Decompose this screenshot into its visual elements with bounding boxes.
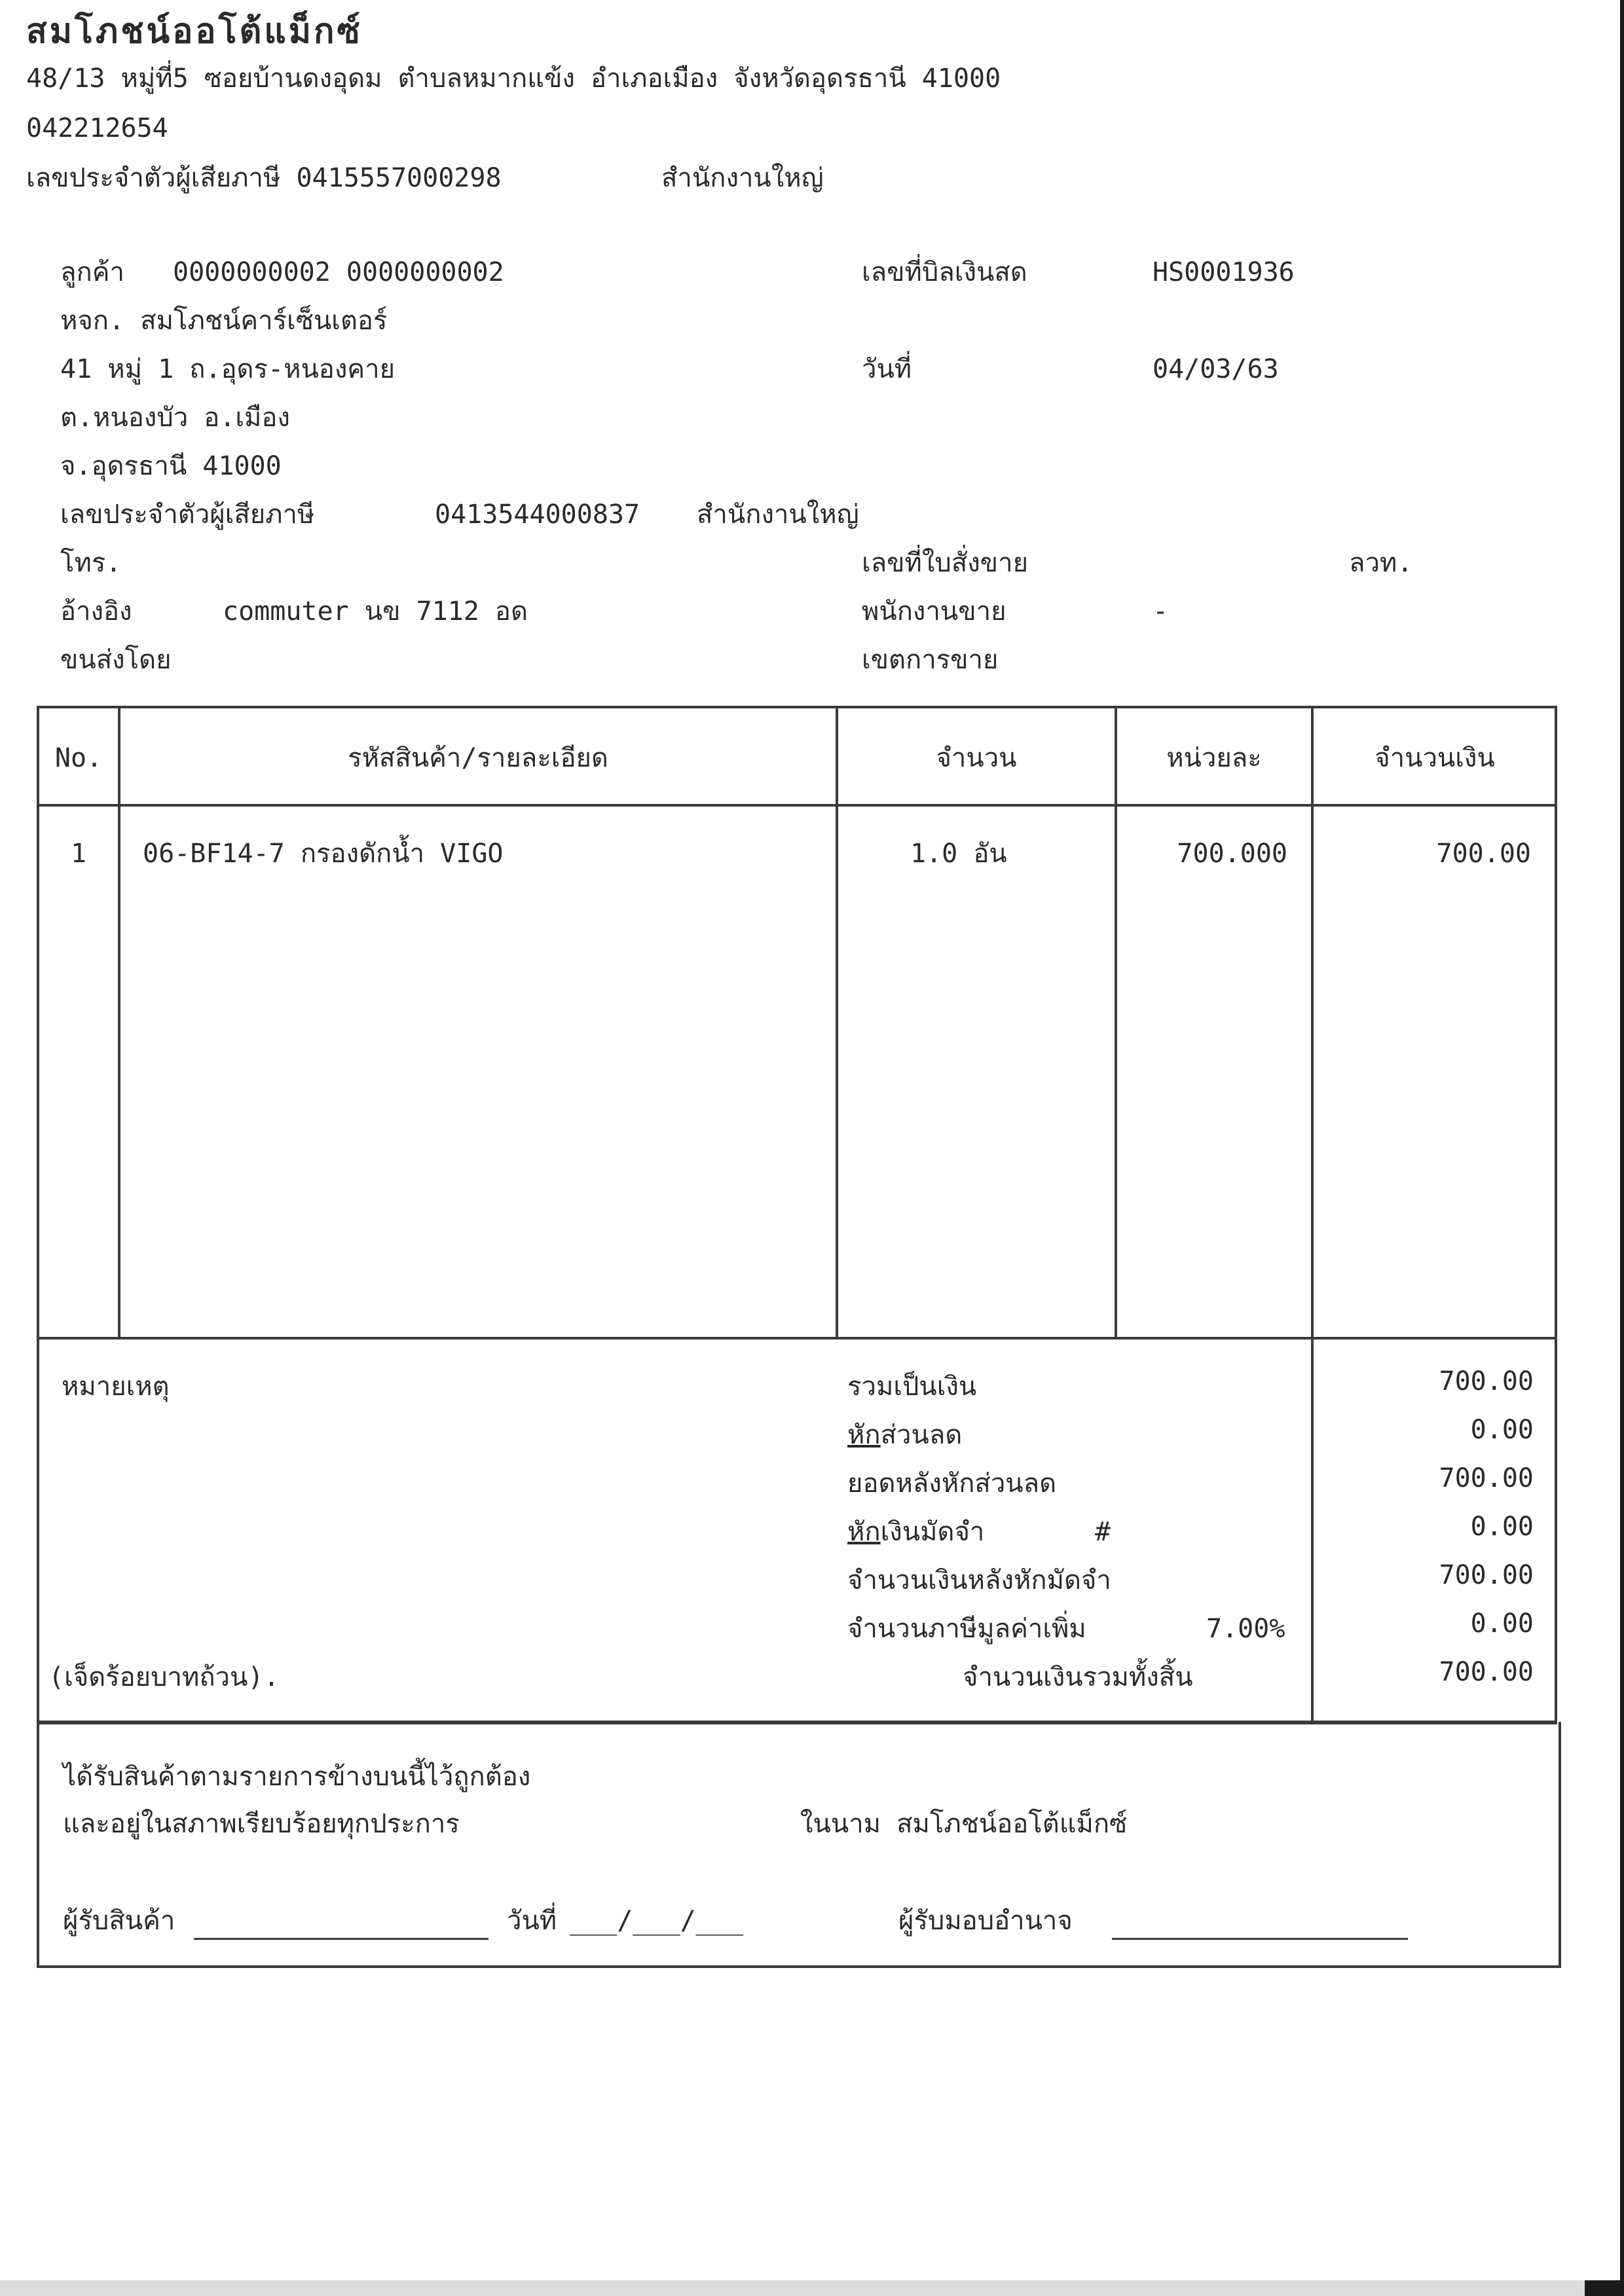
remark-label: หมายเหตุ [62, 1372, 170, 1402]
authorized-label: ผู้รับมอบอำนาจ [898, 1906, 1073, 1936]
receive-date-label: วันที่ [507, 1906, 557, 1936]
vat-rate: 7.00% [1206, 1614, 1285, 1644]
bill-number-label: เลขที่บิลเงินสด [862, 257, 1027, 287]
on-behalf-of: ในนาม สมโภชน์ออโต้แม็กซ์ [800, 1809, 1128, 1839]
header-no: No. [54, 743, 103, 773]
deposit-label: หักเงินมัดจำ [847, 1517, 985, 1547]
after-discount-label: ยอดหลังหักส่วนลด [847, 1468, 1057, 1499]
customer-branch: สำนักงานใหญ่ [697, 500, 859, 530]
discount-value: 0.00 [1470, 1415, 1534, 1445]
after-deposit-label: จำนวนเงินหลังหักมัดจำ [847, 1565, 1111, 1595]
received-statement-2: และอยู่ในสภาพเรียบร้อยทุกประการ [63, 1809, 460, 1839]
receiver-label: ผู้รับสินค้า [63, 1906, 175, 1936]
discount-label: หักส่วนลด [847, 1420, 963, 1450]
receive-date-blank: ___/___/___ [570, 1906, 743, 1936]
company-phone: 042212654 [26, 113, 168, 143]
deposit-mark: # [1095, 1517, 1111, 1547]
customer-tax-id: 0413544000837 [435, 500, 640, 530]
company-name: สมโภชน์ออโต้แม็กซ์ [26, 12, 363, 51]
sales-order-label: เลขที่ใบสั่งขาย [862, 548, 1029, 578]
subtotal-value: 700.00 [1439, 1366, 1534, 1396]
grand-total-label: จำนวนเงินรวมทั้งสิ้น [963, 1662, 1193, 1692]
vat-label: จำนวนภาษีมูลค่าเพิ่ม [847, 1614, 1086, 1644]
bill-number: HS0001936 [1153, 257, 1295, 287]
grand-total-value: 700.00 [1439, 1657, 1534, 1687]
bill-date-label: วันที่ [862, 354, 912, 384]
col-divider-1 [118, 706, 120, 1338]
col-divider-2 [836, 706, 838, 1338]
row-unit-price: 700.000 [1177, 839, 1287, 869]
sales-order-value: ลวท. [1349, 548, 1413, 578]
vat-value: 0.00 [1470, 1609, 1534, 1639]
company-address: 48/13 หมู่ที่5 ซอยบ้านดงอุดม ตำบลหมากแข้ง อำเภอเมือง จังหวัดอุดรธานี 41000 [26, 64, 1001, 94]
company-tax-id: เลขประจำตัวผู้เสียภาษี 0415557000298 [26, 163, 502, 193]
bill-date: 04/03/63 [1153, 354, 1279, 384]
subtotal-label: รวมเป็นเงิน [847, 1372, 977, 1402]
sales-area-label: เขตการขาย [862, 645, 999, 675]
row-description: 06-BF14-7 กรองดักน้ำ VIGO [143, 839, 504, 869]
received-statement-1: ได้รับสินค้าตามรายการข้างบนนี้ไว้ถูกต้อง [63, 1762, 531, 1792]
customer-tax-label: เลขประจำตัวผู้เสียภาษี [60, 500, 315, 530]
scan-edge-bottom [0, 2280, 1624, 2296]
reference-label: อ้างอิง [60, 596, 132, 627]
table-header-divider [37, 804, 1557, 807]
after-discount-value: 700.00 [1439, 1463, 1534, 1493]
amount-in-words: (เจ็ดร้อยบาทถ้วน). [48, 1662, 280, 1692]
customer-code: 0000000002 0000000002 [173, 257, 504, 287]
col-divider-3 [1115, 706, 1117, 1338]
customer-address-3: จ.อุดรธานี 41000 [60, 451, 282, 481]
customer-label: ลูกค้า [60, 257, 124, 287]
signature-box [37, 1722, 1561, 1968]
header-quantity: จำนวน [936, 743, 1017, 773]
authorized-signature-line [1112, 1938, 1408, 1940]
after-deposit-value: 700.00 [1439, 1560, 1534, 1590]
header-amount: จำนวนเงิน [1375, 743, 1495, 773]
shipping-label: ขนส่งโดย [60, 645, 172, 675]
scan-edge-right [1620, 0, 1624, 2296]
salesperson-value: - [1153, 596, 1169, 627]
salesperson-label: พนักงานขาย [862, 596, 1006, 627]
header-description: รหัสสินค้า/รายละเอียด [348, 743, 608, 773]
deposit-value: 0.00 [1470, 1512, 1534, 1542]
customer-address-2: ต.หนองบัว อ.เมือง [60, 403, 290, 433]
customer-address-1: 41 หมู่ 1 ถ.อุดร-หนองคาย [60, 354, 396, 384]
reference-value: commuter นข 7112 อด [223, 596, 528, 627]
receiver-signature-line [194, 1938, 489, 1940]
row-no: 1 [70, 839, 87, 869]
header-unit-price: หน่วยละ [1166, 743, 1262, 773]
customer-phone-label: โทร. [60, 548, 122, 578]
table-body-bottom [37, 1337, 1557, 1339]
customer-name: หจก. สมโภชน์คาร์เซ็นเตอร์ [60, 306, 388, 336]
company-branch: สำนักงานใหญ่ [661, 163, 824, 193]
row-quantity: 1.0 อัน [910, 839, 1007, 869]
row-amount: 700.00 [1436, 839, 1531, 869]
scan-corner [1585, 2280, 1624, 2296]
